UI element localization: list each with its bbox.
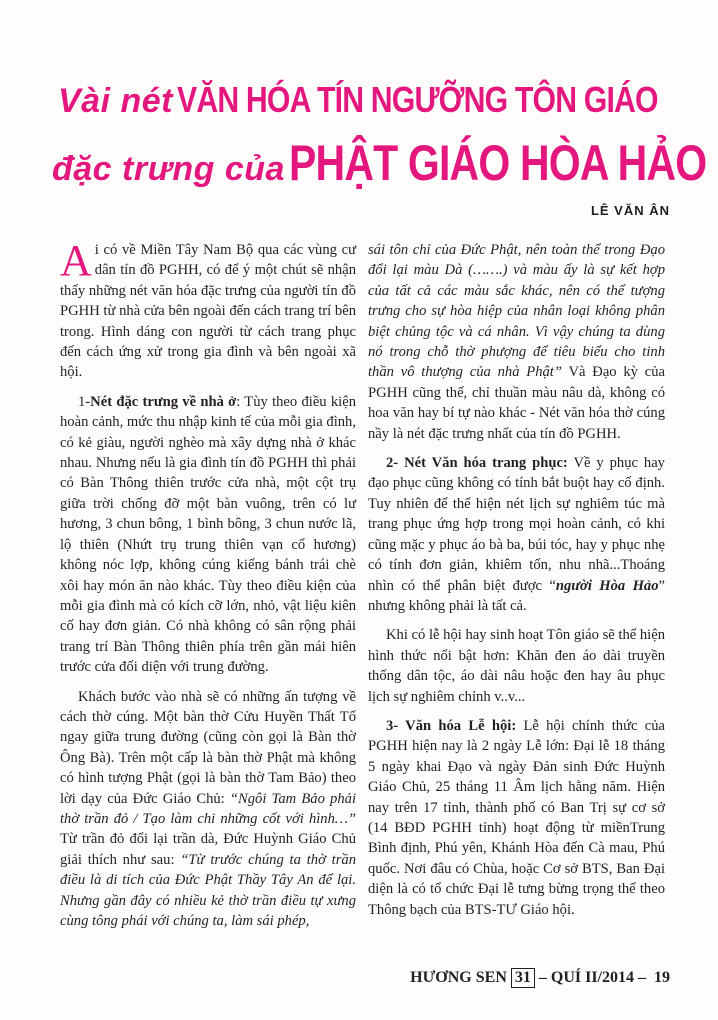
paragraph-intro [60,236,356,383]
festival-dress-text: Khi có lễ hội hay sinh hoạt Tôn giáo sẽ thể hiện hình thức nổi bật hơn: Khăn đen áo dài truyền thống dân tộc, áo dài nâu hoặc đen hay âu phục lịch sự nghiêm chỉnh v..v... [368,627,665,705]
housing-heading: Nét đặc trưng về nhà ở [90,393,237,410]
intro-text: i có về Miền Tây Nam Bộ qua các vùng cư dân tín đồ PGHH, có để ý một chút sẽ nhận thấy những nét văn hóa đặc trưng của người tín đồ PGHH từ nhà cửa bên ngoài đến cách trang trí bên trong. Hình dáng con người từ cách trang phục đến cách ứng xử trong gia đình và bên ngoài xã hội. [60,242,356,381]
housing-text: : Tùy theo điều kiện hoàn cảnh, mức thu nhập kinh tế của mỗi gia đình, có kẻ giàu, người nghèo mà xây dựng nhà ở khác nhau. Nhưng nếu là gia đình tín đồ PGHH thì phải có Bàn Thông thiên trước cửa nhà, một cột trụ giữa trời chống đỡ một bàn vuông, trên có lư hương, 3 chun bông, 1 bình bông, 3 chun nước lã, lộ thiên (Nhứt trụ trung thiên vạn cổ hương) không nóc lợp, không cúng kiếng bánh trái chè xôi hay món ăn nào khác. Tùy theo điều kiện của mỗi gia đình mà có kích cỡ lớn, nhỏ, vật liệu kiên cố hay đơn giản. Có nhà không có sân rộng phải trang trí Bàn Thông thiên phía trên gần mái hiên trước cửa đối diện với trung đường. [60,393,356,676]
paragraph-festivals [368,716,665,920]
festivals-heading: 3- Văn hóa Lễ hội: [386,717,517,734]
page-number: 19 [654,969,670,986]
title-line2-big: PHẬT GIÁO HÒA HẢO [289,135,707,191]
clothing-emphasis: người Hòa Hảo [555,577,659,594]
color-quote: sái tôn chỉ của Đức Phật, nên toàn thể trong Đạo đổi lại màu Dà (…….) và màu ấy là sự kết hợp của tất cả các màu sắc khác, nên có thể tượng trưng cho sự hòa hiệp của nhân loại không phân biệt chủng tộc và cá nhân. Vì vậy chúng ta dùng nó trong chỗ thờ phượng để tiêu biểu cho tinh thần vô thượng của nhà Phật” [368,242,665,381]
clothing-heading: 2- Nét Văn hóa trang phục: [386,455,568,472]
page-footer [410,968,670,988]
issue-number: 31 [511,968,535,988]
clothing-text-a: Về y phục hay đạo phục cũng không có tính bắt buột hay cố định. Tuy nhiên để thể hiện nét lịch sự nghiêm túc mà trang phục ứng hợp trong mọi hoàn cảnh, có khi cũng mặc y phục áo bà ba, búi tóc, hay y phục nhẹ có tính đơn giản, khiêm tốn, nhu nhã...Thoáng nhìn có thể phân biệt được “ [368,455,665,594]
paragraph-housing [60,392,356,678]
title-line1-big: VĂN HÓA TÍN NGƯỠNG TÔN GIÁO [177,79,659,120]
worship-text-b: Từ trần đỏ đổi lại trần dà, Đức Huỳnh Giáo Chủ giải thích như sau: [60,831,356,868]
paragraph-worship [60,687,356,932]
right-column [368,240,665,929]
paragraph-festival-dress [368,625,665,707]
worship-quote-1: “Ngôi Tam Bảo phải thờ trần đỏ / Tạo làm chi những cốt với hình…” [60,790,357,827]
left-column [60,236,357,940]
housing-number: 1- [78,393,91,410]
magazine-name: HƯƠNG SEN [410,969,507,986]
worship-text-a: Khách bước vào nhà sẽ có những ấn tượng về cách thờ cúng. Một bàn thờ Cửu Huyền Thất Tổ ngay giữa trung đường (cũng còn gọi là Bàn thờ Ông Bà). Trên một cấp là bàn thờ Phật mà không có hình tượng Phật (gọi là bàn thờ Tam Bảo) theo lời dạy của Đức Giáo Chủ: [60,688,356,807]
clothing-text-b: ” nhưng không phải là tất cả. [368,577,665,614]
drop-cap: A [60,236,92,285]
festivals-text: Lễ hội chính thức của PGHH hiện nay là 2 ngày Lễ lớn: Đại lễ 18 tháng 5 ngày khai Đạo và ngày Đản sinh Đức Huỳnh Giáo Chủ, 25 tháng 11 Âm lịch hằng năm. Hiện nay trên 17 tỉnh, thành phố có Ban Trị sự cơ sở (14 BĐD PGHH tỉnh) hoạt động từ miềnTrung Bình định, Phú yên, Khánh Hòa đến Cà mau, Phú quốc. Nơi đâu có Chùa, hoặc Cơ sở BTS, Ban Đại diện là có tổ chức Đại lễ tưng bừng trọng thể theo Thông bạch của BTS-TƯ Giáo hội. [368,717,665,918]
title-line-2 [52,135,718,191]
color-text: Và Đạo kỳ của PGHH cũng thế, chỉ thuần màu nâu dà, không có hoa văn hay bí tự nào khác - Nét văn hóa thờ cúng nầy là nét đặc trưng nhất của tín đồ PGHH. [368,364,666,442]
author-byline: LÊ VĂN ÂN [590,203,670,218]
title-line-1 [58,79,718,120]
quarter-label: – QUÍ II/2014 – [538,969,646,986]
paragraph-clothing [368,453,665,616]
paragraph-color-continued [368,240,665,444]
title-line2-small: đặc trưng của [52,150,285,188]
title-line1-small: Vài nét [58,82,173,120]
worship-quote-2: “Từ trước chúng ta thờ trần điều là di tích của Đức Phật Thầy Tây An để lại. Nhưng gần đây có nhiều kẻ thờ trần điều tự xưng cùng tông phái với chúng ta, làm sái phép, [60,851,356,929]
